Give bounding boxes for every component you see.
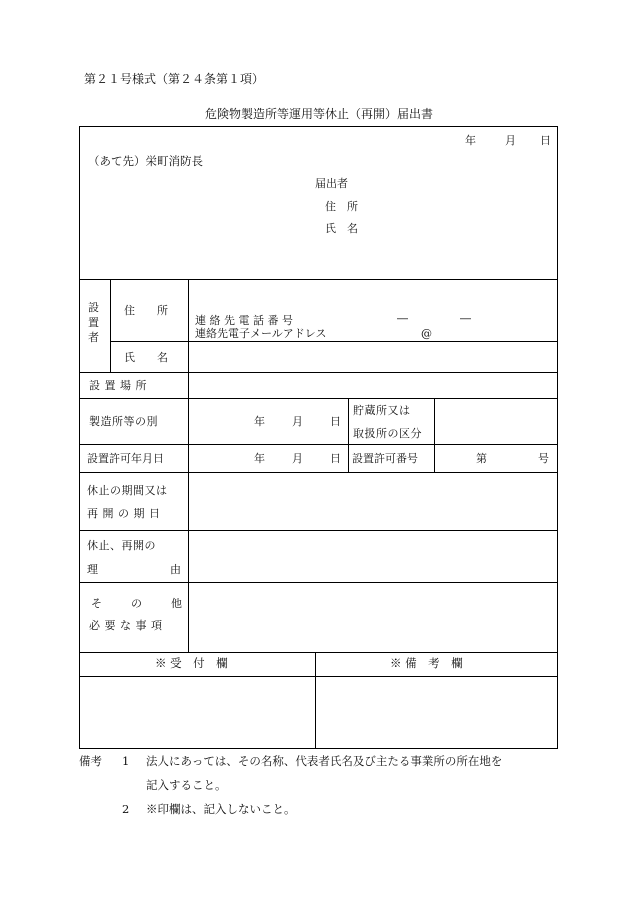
other-label-1c: 他 (171, 597, 182, 610)
notifier-name-label: 氏 名 (325, 222, 358, 235)
storage-classification-label-1: 貯蔵所又は (353, 404, 411, 417)
notes-label: 備考 (79, 754, 102, 768)
permit-number-prefix: 第 (476, 452, 487, 465)
note-2-number: 2 (122, 802, 130, 816)
facility-day: 日 (330, 415, 341, 428)
phone-label: 連 絡 先 電 話 番 号 (195, 314, 293, 327)
note-1-continuation: 記入すること。 (146, 778, 227, 792)
location-label: 設 置 場 所 (89, 379, 147, 392)
permit-number-suffix: 号 (538, 452, 549, 465)
email-label: 連絡先電子メールアドレス (195, 327, 327, 340)
phone-separator-1: ― (397, 312, 408, 325)
reason-label-2b: 由 (170, 563, 181, 576)
installer-name-label: 氏 名 (124, 351, 168, 364)
form-number: 第２１号様式（第２４条第１項） (84, 72, 265, 86)
page-title: 危険物製造所等運用等休止（再開）届出書 (205, 107, 434, 121)
other-label-1a: そ (91, 597, 102, 610)
suspension-period-label-2: 再 開 の 期 日 (87, 507, 161, 520)
facility-type-label: 製造所等の別 (89, 415, 158, 428)
permit-month: 月 (292, 452, 303, 465)
date-month: 月 (505, 134, 516, 147)
note-2-text: ※印欄は、記入しないこと。 (146, 802, 296, 816)
suspension-period-label-1: 休止の期間又は (87, 484, 168, 497)
notifier-address-label: 住 所 (325, 200, 358, 213)
permit-number-label: 設置許可番号 (352, 452, 418, 465)
permit-day: 日 (330, 452, 341, 465)
installer-address-label: 住 所 (124, 304, 168, 317)
addressee: （あて先）栄町消防長 (88, 154, 203, 168)
permit-year: 年 (254, 452, 265, 465)
date-day: 日 (540, 134, 551, 147)
other-label-1b: の (131, 597, 142, 610)
storage-classification-label-2: 取扱所の区分 (353, 427, 422, 440)
installer-label: 設置者 (88, 301, 99, 344)
reception-header: ※ 受 付 欄 (155, 656, 228, 670)
reason-label-2a: 理 (87, 563, 98, 576)
note-1-text: 法人にあっては、その名称、代表者氏名及び主たる事業所の所在地を (146, 754, 503, 768)
notifier-label: 届出者 (315, 177, 348, 190)
other-label-2: 必 要 な 事 項 (89, 619, 163, 632)
email-at-sign: @ (421, 327, 432, 340)
date-year: 年 (465, 134, 476, 147)
remarks-header: ※ 備 考 欄 (390, 656, 463, 670)
permit-date-label: 設置許可年月日 (87, 452, 164, 465)
facility-month: 月 (292, 415, 303, 428)
facility-year: 年 (254, 415, 265, 428)
note-1-number: 1 (122, 754, 130, 768)
reason-label-1: 休止、再開の (87, 539, 156, 552)
phone-separator-2: ― (460, 312, 471, 325)
